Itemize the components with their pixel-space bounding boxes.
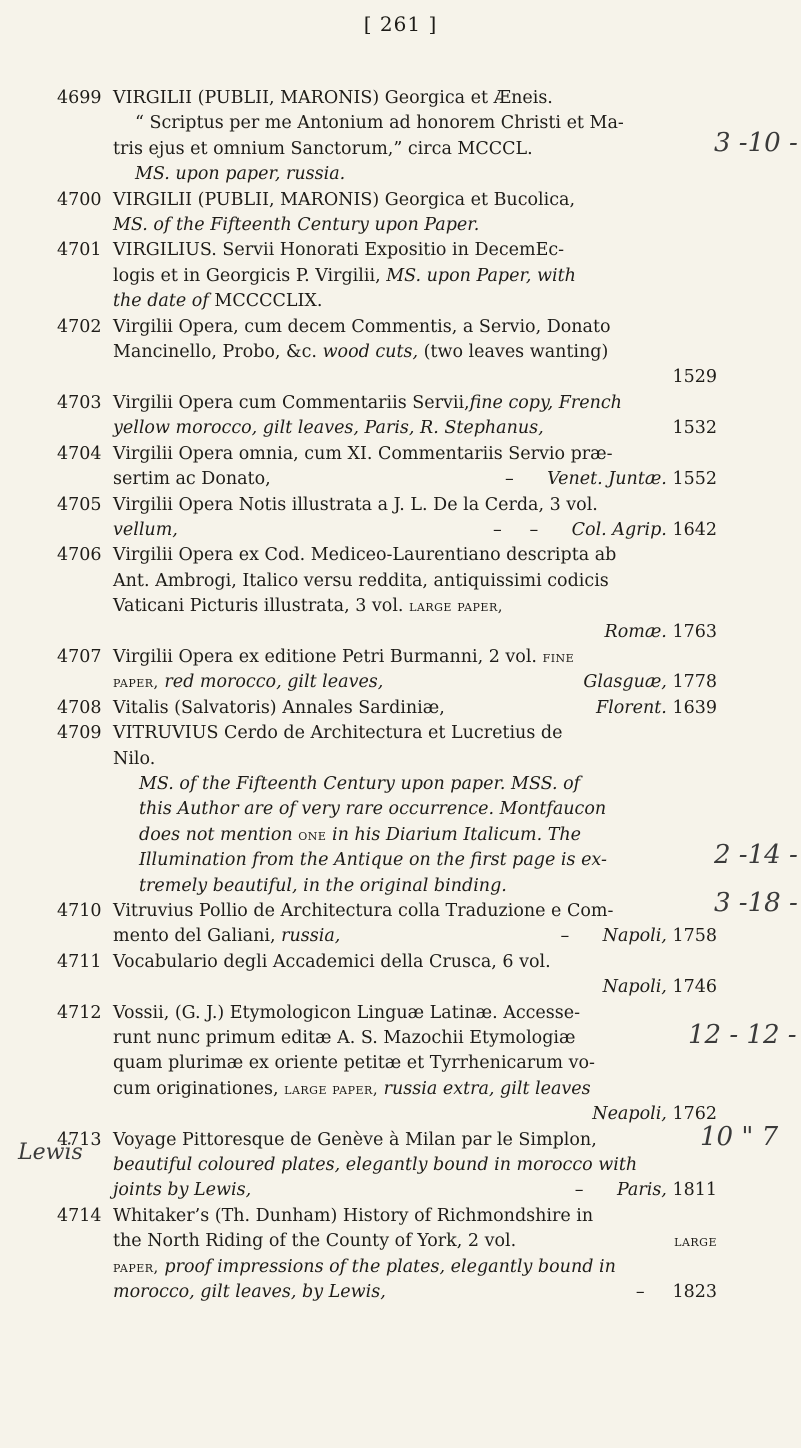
page-number: [ 261 ] [363, 12, 438, 36]
entry-4702 [57, 315, 717, 391]
entry-number: 4699 [57, 88, 102, 108]
entry-number: 4706 [57, 545, 102, 566]
entry-note: MS. of the Fifteenth Century upon paper. MSS. of [139, 773, 581, 794]
price-annotation-4714: 10 " 7 [700, 1122, 779, 1152]
entry-line: tris ejus et omnium Sanctorum,” circa MCCCL. [113, 138, 533, 159]
entry-note: MS. upon paper, russia. [135, 164, 346, 185]
entry-smallcaps: large paper, [284, 1079, 379, 1098]
entry-number: 4710 [57, 901, 102, 921]
entry-note: Napoli, [602, 977, 667, 998]
entry-line: sertim ac Donato, [113, 469, 271, 490]
entry-4699 [57, 86, 717, 188]
entry-line: VIRGILII (PUBLII, MARONIS) Georgica et Bucolica, [113, 189, 576, 210]
entry-4704: 4704 Virgilii Opera omnia, cum XI. Commentariis Servio præ- sertim ac Donato, – Venet. Juntæ. 1552 [57, 442, 717, 493]
entry-note: MS. upon Paper, with [386, 265, 576, 286]
entry-4700 [57, 188, 717, 239]
price-annotation-4713: 12 - 12 - [688, 1020, 797, 1050]
entry-note: proof impressions of the plates, elegantly bound in [164, 1256, 616, 1277]
entry-smallcaps: paper, [113, 1257, 159, 1276]
entry-note: Glasguæ, [583, 672, 667, 693]
entry-note: Romæ. [604, 621, 667, 642]
entry-4713: 4713 Voyage Pittoresque de Genève à Milan par le Simplon, beautiful coloured plates, elegantly bound in morocco with joints by Lewis, – Paris, 1811 [57, 1128, 717, 1204]
entry-line: VITRUVIUS Cerdo de Architectura et Lucretius de [113, 723, 563, 744]
entry-line: Vossii, (G. J.) Etymologicon Linguæ Latinæ. Accesse- [113, 1002, 581, 1023]
entry-4708 [57, 696, 717, 721]
entry-4707 [57, 645, 717, 696]
entry-4701 [57, 238, 717, 314]
entry-4714: 4714 Whitaker’s (Th. Dunham) History of Richmondshire in the North Riding of the County of York, 2 vol. large paper, proof impressions of the plates, elegantly bound in morocco, gilt leaves, by Lewis, – 1823 [57, 1204, 717, 1306]
entry-line: Ant. Ambrogi, Italico versu reddita, antiquissimi codicis [113, 570, 609, 591]
entry-line: cum originationes, [113, 1078, 279, 1099]
entry-line: Voyage Pittoresque de Genève à Milan par le Simplon, [113, 1129, 597, 1150]
entry-note: Venet. Juntæ. [547, 469, 667, 490]
entry-note: joints by Lewis, [113, 1180, 252, 1201]
entry-smallcaps: paper, [113, 673, 159, 692]
entry-number: 4713 [57, 1129, 102, 1150]
handwritten-buyer-name: Lewis [18, 1140, 83, 1165]
entry-line: (two leaves wanting) [423, 342, 609, 363]
entry-note: Illumination from the Antique on the first page is ex- [139, 850, 607, 871]
entry-line: MCCCCLIX. [214, 291, 323, 312]
entry-line: Vitruvius Pollio de Architectura colla Traduzione e Com- [113, 901, 614, 921]
entry-4709 [57, 721, 717, 899]
entry-number: 4700 [57, 189, 102, 210]
entry-line: Virgilii Opera cum Commentariis Servii, [113, 392, 470, 413]
entry-year: 1639 [672, 697, 717, 718]
entry-note: wood cuts, [322, 342, 419, 363]
entry-year: 1778 [672, 672, 717, 693]
entry-smallcaps: large paper, [409, 597, 504, 616]
entry-note: russia, [281, 926, 341, 947]
entry-year: 1823 [672, 1282, 717, 1303]
entry-year: 1811 [672, 1180, 717, 1201]
entry-smallcaps: one [298, 825, 327, 844]
entry-year: 1529 [672, 367, 717, 388]
entry-line: Virgilii Opera ex editione Petri Burmanni, 2 vol. [113, 646, 537, 667]
entry-number: 4709 [57, 723, 102, 744]
entry-note: vellum, [113, 519, 178, 540]
entry-note: russia extra, gilt leaves [383, 1078, 591, 1099]
entry-note: this Author are of very rare occurrence. Montfaucon [139, 799, 607, 820]
entry-line: Virgilii Opera, cum decem Commentis, a Servio, Donato [113, 316, 611, 337]
entry-line: the North Riding of the County of York, 2 vol. [113, 1231, 517, 1252]
entry-note: Florent. [596, 697, 667, 718]
entry-note: Paris, [616, 1180, 667, 1201]
entry-note: Col. Agrip. [571, 519, 667, 540]
entry-4711 [57, 950, 717, 1001]
entry-year: 1762 [672, 1104, 717, 1125]
price-annotation-4711: 2 -14 - [714, 840, 798, 870]
entry-note: fine copy, French [469, 392, 622, 413]
entry-number: 4705 [57, 494, 102, 515]
entry-note: morocco, gilt leaves, by Lewis, [113, 1282, 386, 1303]
entry-note: tremely beautiful, in the original binding. [139, 875, 507, 896]
entry-line: Whitaker’s (Th. Dunham) History of Richmondshire in [113, 1205, 594, 1226]
entry-4703 [57, 391, 717, 442]
entry-note: in his Diarium Italicum. The [332, 824, 582, 845]
entry-4705: 4705 Virgilii Opera Notis illustrata a J. L. De la Cerda, 3 vol. vellum, – – Col. Agrip. 1642 [57, 493, 717, 544]
entry-line: Vitalis (Salvatoris) Annales Sardiniæ, [113, 697, 445, 718]
entries-list [57, 86, 717, 1306]
entry-line: Mancinello, Probo, &c. [113, 342, 317, 363]
entry-note: Napoli, [602, 926, 667, 947]
entry-number: 4702 [57, 316, 102, 337]
entry-line: Vaticani Picturis illustrata, 3 vol. [113, 596, 404, 617]
entry-note: yellow morocco, gilt leaves, Paris, R. Stephanus, [113, 418, 544, 439]
entry-note: MS. of the Fifteenth Century upon Paper. [113, 215, 480, 236]
entry-line: logis et in Georgicis P. Virgilii, [113, 265, 381, 286]
entry-year: 1552 [672, 469, 717, 490]
entry-line: Nilo. [113, 748, 156, 769]
entry-number: 4711 [57, 951, 102, 972]
entry-year: 1642 [672, 519, 717, 540]
entry-line: VIRGILIUS. Servii Honorati Expositio in DecemEc- [113, 240, 565, 261]
entry-4712 [57, 1001, 717, 1128]
price-annotation-4712: 3 -18 - [714, 888, 798, 918]
entry-smallcaps: fine [542, 647, 575, 666]
entry-note: beautiful coloured plates, elegantly bound in morocco with [113, 1155, 638, 1176]
entry-number: 4704 [57, 443, 102, 464]
entry-note: does not mention [139, 824, 293, 845]
entry-year: 1758 [672, 926, 717, 947]
entry-4706 [57, 543, 717, 645]
entry-note: red morocco, gilt leaves, [164, 672, 384, 693]
entry-line: Virgilii Opera ex Cod. Mediceo-Laurentiano descripta ab [113, 545, 617, 566]
entry-year: 1763 [672, 621, 717, 642]
entry-number: 4707 [57, 646, 102, 667]
entry-line: Virgilii Opera omnia, cum XI. Commentariis Servio præ- [113, 443, 613, 464]
entry-line: runt nunc primum editæ A. S. Mazochii Etymologiæ [113, 1028, 576, 1049]
entry-note: Neapoli, [592, 1104, 667, 1125]
entry-year: 1532 [672, 418, 717, 439]
entry-number: 4714 [57, 1205, 102, 1226]
entry-note: the date of [113, 291, 209, 312]
entry-line: Virgilii Opera Notis illustrata a J. L. De la Cerda, 3 vol. [113, 494, 598, 515]
entry-smallcaps: large [674, 1232, 717, 1251]
entry-number: 4712 [57, 1002, 102, 1023]
entry-line: VIRGILII (PUBLII, MARONIS) Georgica et Æneis. [113, 88, 553, 108]
entry-number: 4701 [57, 240, 102, 261]
entry-line: quam plurimæ ex oriente petitæ et Tyrrhenicarum vo- [113, 1053, 595, 1074]
entry-number: 4703 [57, 392, 102, 413]
entry-year: 1746 [672, 977, 717, 998]
entry-line: Vocabulario degli Accademici della Crusca, 6 vol. [113, 951, 551, 972]
entry-number: 4708 [57, 697, 102, 718]
price-annotation-4699: 3 -10 - [714, 128, 798, 158]
entry-line: mento del Galiani, [113, 926, 276, 947]
entry-line: “ Scriptus per me Antonium ad honorem Christi et Ma- [135, 113, 624, 134]
entry-4710: 4710 Vitruvius Pollio de Architectura colla Traduzione e Com- mento del Galiani, russia, – Napoli, 1758 [57, 901, 717, 947]
